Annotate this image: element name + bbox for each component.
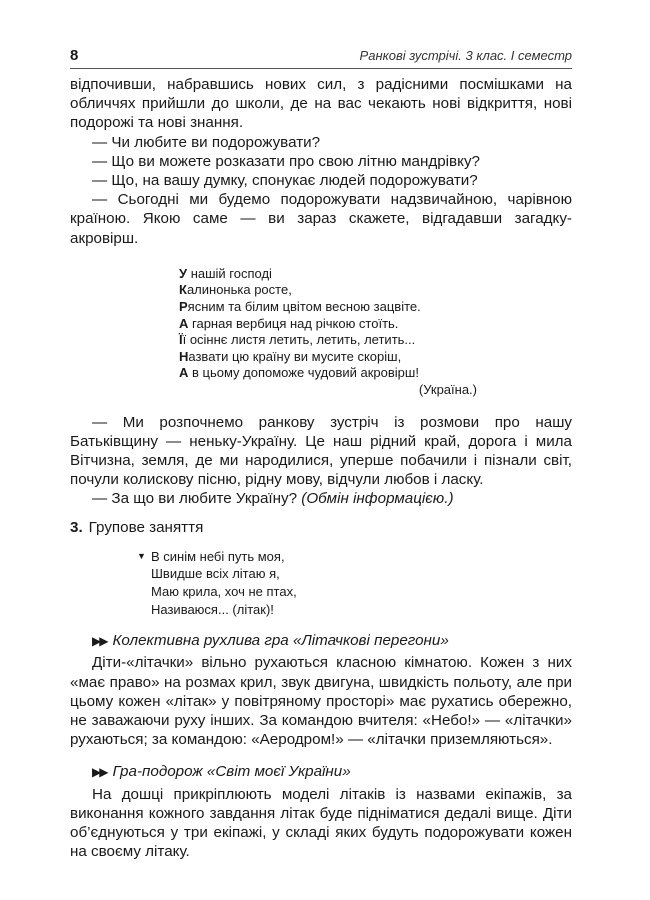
poem-line-text: ясним та білим цвітом весною зацвіте. [187,299,421,315]
game-heading [70,631,572,651]
game-heading [70,762,572,782]
poem-line: Маю крила, хоч не птах, [151,583,297,599]
acrostic-letter: А [179,365,189,381]
double-arrow-icon: ▶▶ [92,765,107,780]
acrostic-letter: А [179,315,189,331]
riddle-poem [137,548,572,618]
poem-line: Швидше всіх літаю я, [151,566,280,582]
acrostic-letter: Ї [179,332,183,348]
question-text: — За що ви любите Україну? [92,490,302,508]
section-number: 3. [70,518,83,536]
paragraph: На дошці прикріплюють моделі літаків із назвами екіпажів, за виконання кожного завдання літак буде підніматися дедалі вище. Діти об’єднуються у три екіпажі, у складі яких будуть подорожувати кожен на своєму літаку. [70,785,572,861]
triangle-bullet-icon: ▼ [137,550,146,561]
acrostic-answer: (Україна.) [418,381,477,397]
game-title: Гра-подорож «Світ моєї України» [112,763,351,781]
poem-line [179,282,572,299]
paragraph: — Що, на вашу думку, спонукає людей подорожувати? [92,172,478,190]
section-heading [70,518,572,537]
acrostic-letter: Р [179,299,188,315]
acrostic-poem [179,266,572,399]
paragraph: — Чи любите ви подорожувати? [92,133,321,151]
page-body [70,75,572,861]
running-title: Ранкові зустрічі. 3 клас. І семестр [359,48,572,63]
paragraph: — Сьогодні ми будемо подорожувати надзвичайною, чарівною країною. Якою саме — ви зараз скажете, відгадавши загадку-акровірш. [70,191,572,247]
poem-line [179,266,572,283]
poem-line-text: ї осіннє листя летить, летить, летить... [182,332,416,348]
game-title: Колективна рухлива гра «Літачкові перегони» [112,632,449,650]
paragraph: — Ми розпочнемо ранкову зустріч із розмови про нашу Батьківщину — неньку-Україну. Це наш рідний край, дорога і мила Вітчизна, земля, де ми народилися, уперше побачили і пізнали світ, почули колискову пісню, рідну мову, відчули любов і ласку. [70,413,572,489]
poem-line-text: гарная вербиця над річкою стоїть. [188,315,399,331]
question-paragraph [70,489,572,508]
poem-line-text: нашій господі [187,265,272,281]
poem-line: В синім небі путь моя, [151,548,285,564]
poem-line: Називаюся... (літак)! [151,601,274,617]
poem-line-text: в цьому допоможе чудовий акровірш! [188,365,419,381]
paragraph: Діти-«літачки» вільно рухаються класною кімнатою. Кожен з них «має право» на розмах крил, звук двигуна, швидкість польоту, але при цьому кожен «літак» у повітряному просторі» має рухатись обережно, не заважаючи руху інших. За командою вчителя: «Небо!» — «літачки» рухаються; за командою: «Аеродром!» — «літачки приземляються». [70,654,572,749]
paragraph: відпочивши, набравшись нових сил, з радісними посмішками на обличчях прийшли до школи, де на вас чекають нові відкриття, нові подорожі та нові знання. [70,76,572,132]
poem-line-text: азвати цю країну ви мусите скоріш, [188,348,402,364]
poem-line [179,316,572,333]
poem-line [179,299,572,316]
paragraph: — Що ви можете розказати про свою літню мандрівку? [92,152,480,170]
poem-line [179,349,572,366]
poem-line [179,365,572,382]
page-header [70,40,572,69]
double-arrow-icon: ▶▶ [92,634,107,649]
poem-line [179,332,572,349]
page [70,40,572,861]
section-title: Групове заняття [88,518,204,536]
acrostic-letter: К [179,282,187,298]
poem-line-text: алинонька росте, [186,282,292,298]
acrostic-letter: У [179,265,188,281]
acrostic-letter: Н [179,348,189,364]
page-number: 8 [70,47,79,64]
question-note: (Обмін інформацією.) [301,490,454,508]
